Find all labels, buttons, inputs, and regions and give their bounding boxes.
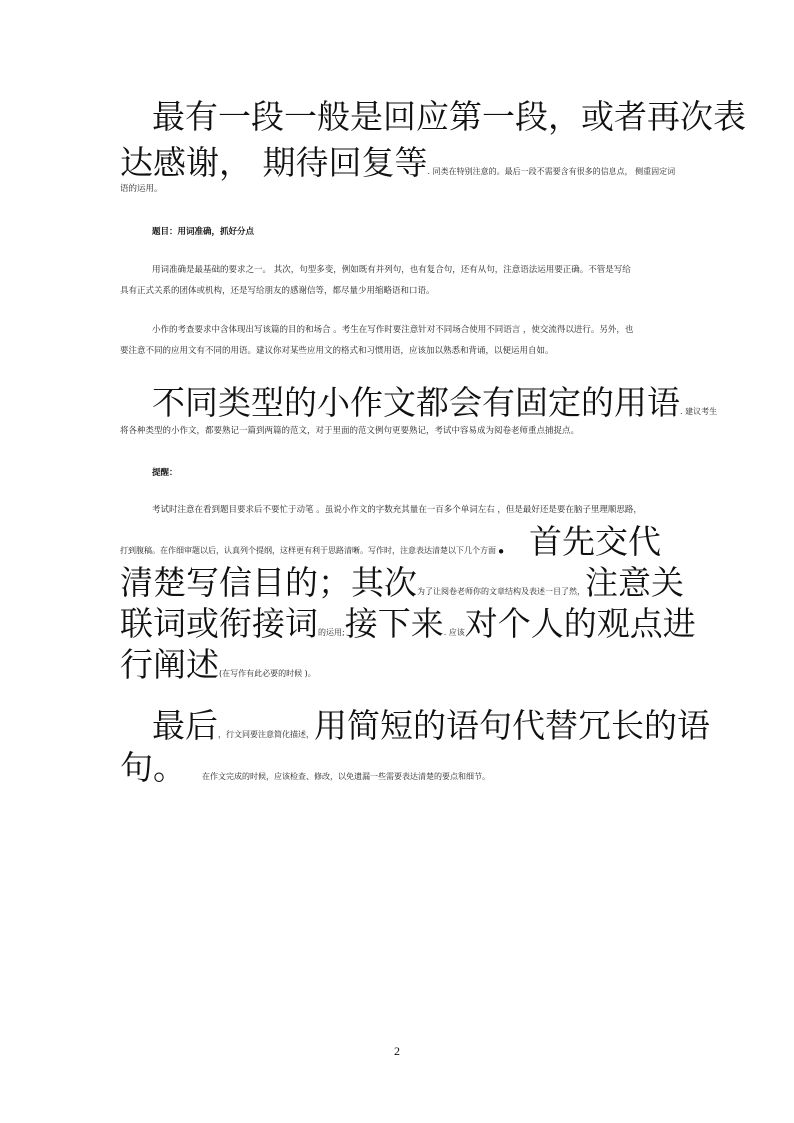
p5-line4-big-b: 接下来 [344, 604, 444, 643]
section-heading-reminder: 提醒： [152, 468, 178, 478]
p5-line3-small: 为了让阅卷老师你的文章结构及表述一目了然， [417, 587, 585, 596]
section-heading-wording: 题目：用词准确，抓好分点 [152, 227, 255, 237]
p5-line5 [120, 645, 680, 685]
p6-line1-small: ，行文同要注意简化描述， [218, 730, 314, 739]
p6-line1-big-a: 最后 [152, 706, 218, 745]
p5-line4 [120, 604, 696, 644]
p1-line2 [120, 143, 680, 183]
p6-line2-small: 在作文完成的时候，应该检查、修改，以免遗漏一些需要表达清楚的要点和细节。 [202, 772, 490, 781]
p5-line2-small: 打到腹稿。在作细审题以后，认真列个提纲，这样更有利于思路清晰。写作时，注意表达清楚以下几个方面 [120, 546, 496, 555]
p5-line5-big: 行阐述 [120, 645, 219, 684]
p3-line1: 小作的考查要求中含体现出写该篇的目的和场合 。考生在写作时要注意针对不同场合使用不同语言 ，使交流得以进行。另外，也 [152, 325, 634, 335]
p5-line3-big-a: 清楚写信目的；其次 [120, 563, 417, 602]
p1-line3: 语的运用。 [120, 184, 163, 194]
p6-line2-big: 句。 [120, 748, 186, 787]
p2-line1: 用词准确是最基础的要求之一。 其次，句型多变，例如既有并列句，也有复合句，还有从句，注意语法运用要正确。不管是写给 [152, 265, 631, 275]
p5-line2 [120, 522, 680, 562]
p5-line3-big-b: 注意关 [585, 563, 684, 602]
p6-line1-big-b: 用简短的语句代替冗长的语 [314, 706, 710, 745]
p5-line4-small-a: 的运用; [318, 628, 345, 637]
p5-line1: 考试时注意在看到题目要求后不要忙于动笔 。虽说小作文的字数充其量在一百多个单词左右 ，但是最好还是要在脑子里理顺思路， [152, 505, 642, 515]
p6-line1 [152, 706, 710, 746]
p5-line4-big-c: 对个人的观点进 [464, 604, 696, 643]
p4-line2: 将各种类型的小作文，都要熟记一篇到两篇的范文，对于里面的范文例句更要熟记，考试中容易成为阅卷老师重点捕捉点。 [120, 426, 580, 436]
p5-line5-small: (在写作有此必要的时候 )。 [219, 669, 316, 678]
p3-line2: 要注意不同的应用文有不同的用语。建议你对某些应用文的格式和习惯用语，应该加以熟悉和背诵，以便运用自如。 [120, 346, 554, 356]
p5-line3 [120, 563, 684, 603]
p1-line2-small: . 同类在特别注意的。最后一段不需要含有很多的信息点， 侧重固定词 [427, 167, 676, 176]
page-number: 2 [394, 1044, 400, 1058]
p6-line2 [120, 748, 680, 788]
p5-line2-big: ．首先交代 [496, 522, 661, 561]
p5-line4-small-b: . 应该 [443, 628, 465, 637]
p4-line1-small: . 建议考生 [680, 407, 718, 416]
p2-line2: 具有正式关系的团体或机构，还是写给朋友的感谢信等，都尽量少用缩略语和口语。 [120, 286, 435, 296]
p4-line1-big: 不同类型的小作文都会有固定的用语 [152, 383, 680, 422]
p1-line1: 最有一段一般是回应第一段，或者再次表 [152, 97, 746, 136]
p1-line2-big: 达感谢， 期待回复等 [120, 143, 428, 182]
p4-line1 [152, 383, 718, 423]
p5-line4-big-a: 联词或衔接词 [120, 604, 318, 643]
